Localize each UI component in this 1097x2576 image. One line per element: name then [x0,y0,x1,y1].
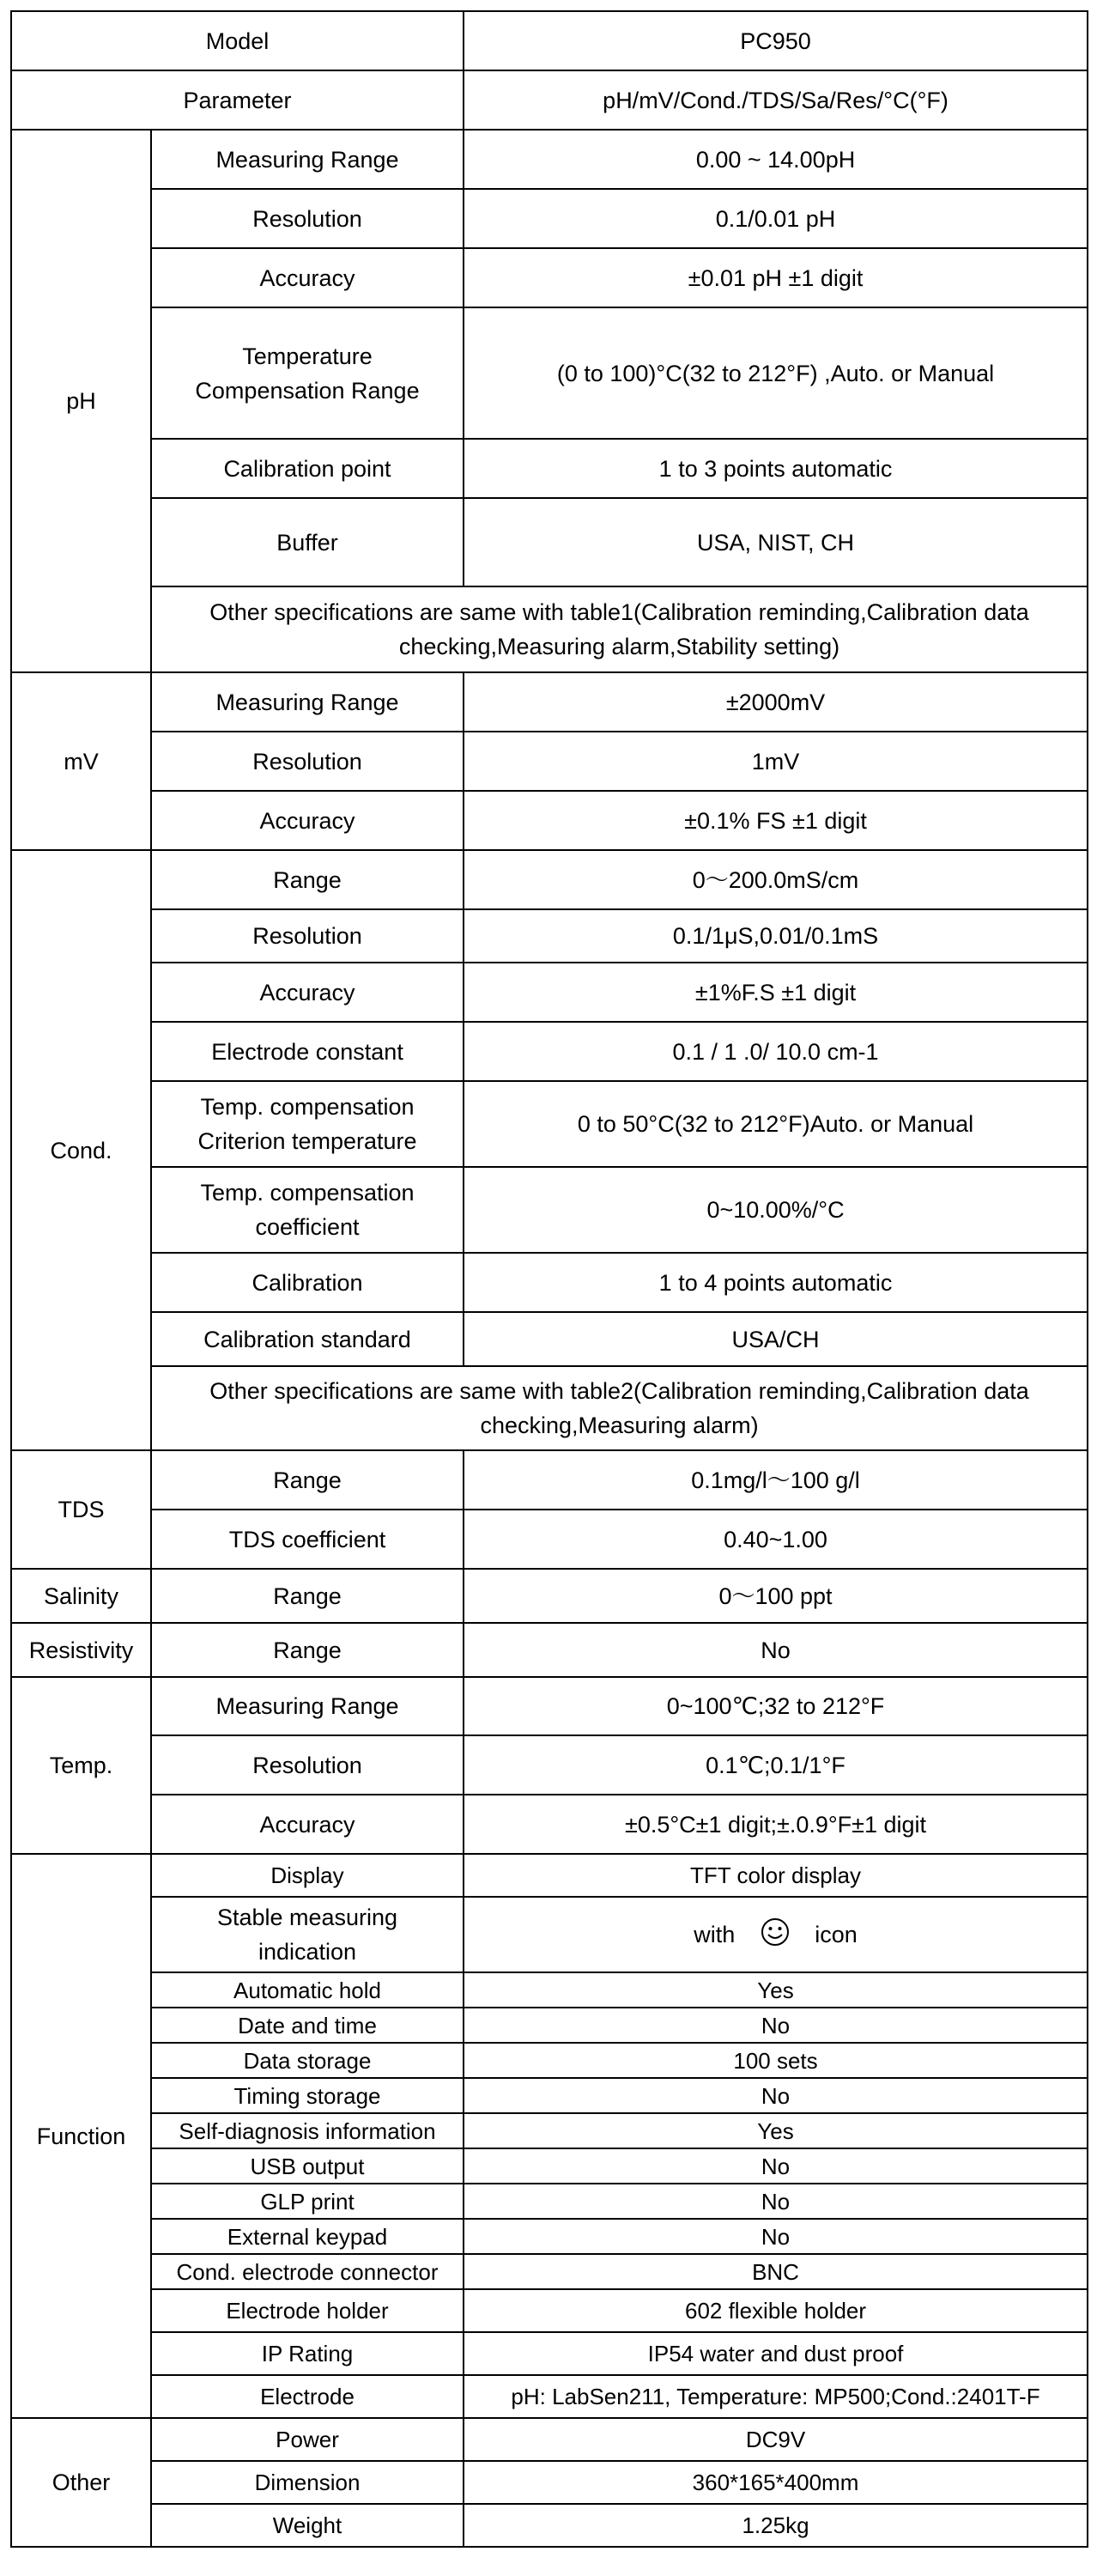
spec-name: Accuracy [151,791,464,850]
spec-name-line: Temperature [242,343,373,369]
spec-name: Accuracy [151,963,464,1022]
section-label-function: Function [11,1854,151,2418]
table-row [11,2375,1088,2418]
spec-value: 1.25kg [464,2504,1088,2547]
spec-value: 0.1/0.01 pH [464,189,1088,248]
spec-value: 360*165*400mm [464,2461,1088,2504]
spec-value: 1 to 4 points automatic [464,1253,1088,1312]
spec-table [10,10,1088,2548]
note-line: Other specifications are same with table1(Calibration reminding,Calibration data [209,599,1029,625]
note-line: Other specifications are same with table2(Calibration reminding,Calibration data [209,1378,1029,1404]
table-row [11,2418,1088,2461]
table-row [11,1253,1088,1312]
spec-name: Data storage [151,2043,464,2078]
table-row [11,672,1088,732]
spec-value: Yes [464,2113,1088,2148]
table-row [11,1510,1088,1569]
spec-name: Resolution [151,732,464,791]
spec-value: (0 to 100)°C(32 to 212°F) ,Auto. or Manual [464,307,1088,439]
spec-value: 100 sets [464,2043,1088,2078]
spec-value: 1mV [464,732,1088,791]
table-row [11,2332,1088,2375]
spec-value: No [464,2219,1088,2254]
table-row [11,2504,1088,2547]
spec-name-line: Stable measuring [216,1905,398,1930]
spec-name: Weight [151,2504,464,2547]
section-label-temp: Temp. [11,1677,151,1854]
spec-value: No [464,2148,1088,2184]
spec-value: 0～200.0mS/cm [464,850,1088,909]
spec-value: 0.1/1μS,0.01/0.1mS [464,909,1088,963]
spec-name: Calibration point [151,439,464,498]
spec-name-line: Criterion temperature [197,1128,417,1154]
spec-value: ±0.01 pH ±1 digit [464,248,1088,307]
table-row [11,963,1088,1022]
spec-name: Electrode holder [151,2289,464,2332]
spec-name: Display [151,1854,464,1897]
spec-value: BNC [464,2254,1088,2289]
table-row [11,2289,1088,2332]
spec-name-line: indication [258,1939,357,1965]
spec-value: DC9V [464,2418,1088,2461]
spec-value: IP54 water and dust proof [464,2332,1088,2375]
spec-name: Range [151,1569,464,1623]
table-row [11,2078,1088,2113]
spec-name: Measuring Range [151,672,464,732]
table-row [11,1897,1088,1972]
spec-value [464,1897,1088,1972]
spec-name: Timing storage [151,2078,464,2113]
table-row [11,1366,1088,1450]
table-row [11,1569,1088,1623]
spec-name-line: coefficient [255,1214,360,1240]
table-row [11,1312,1088,1366]
ph-note [151,586,1088,672]
section-label-other: Other [11,2418,151,2547]
table-row [11,307,1088,439]
table-row [11,791,1088,850]
table-row [11,1854,1088,1897]
smiley-face-icon [761,1917,790,1947]
table-row [11,439,1088,498]
spec-name [151,1081,464,1167]
spec-value: pH: LabSen211, Temperature: MP500;Cond.:2401T-F [464,2375,1088,2418]
spec-value: 0.1℃;0.1/1°F [464,1735,1088,1795]
spec-value: No [464,2008,1088,2043]
table-row [11,2184,1088,2219]
spec-name: IP Rating [151,2332,464,2375]
table-row [11,189,1088,248]
spec-value: USA/CH [464,1312,1088,1366]
spec-name: Accuracy [151,248,464,307]
spec-name: Power [151,2418,464,2461]
spec-name: Buffer [151,498,464,586]
table-row [11,1623,1088,1677]
spec-name: Accuracy [151,1795,464,1854]
table-row [11,1081,1088,1167]
value-prefix: with [694,1922,736,1947]
table-row [11,909,1088,963]
spec-value: 0~10.00%/°C [464,1167,1088,1253]
value-suffix: icon [815,1922,858,1947]
spec-name: Resolution [151,909,464,963]
spec-name-line: Temp. compensation [200,1180,415,1206]
spec-name: Date and time [151,2008,464,2043]
spec-name: Measuring Range [151,130,464,189]
spec-value: 0~100℃;32 to 212°F [464,1677,1088,1735]
spec-name-line: Temp. compensation [200,1094,415,1120]
table-row [11,2113,1088,2148]
spec-name: Electrode [151,2375,464,2418]
spec-value: No [464,1623,1088,1677]
section-label-mv: mV [11,672,151,850]
table-row [11,248,1088,307]
parameter-value: pH/mV/Cond./TDS/Sa/Res/°C(°F) [464,70,1088,130]
table-row [11,586,1088,672]
table-row [11,850,1088,909]
spec-value: TFT color display [464,1854,1088,1897]
spec-name-line: Compensation Range [195,377,420,404]
spec-name: External keypad [151,2219,464,2254]
table-row [11,2008,1088,2043]
spec-name: Range [151,850,464,909]
spec-name [151,307,464,439]
spec-name: Range [151,1623,464,1677]
spec-value: 0.00 ~ 14.00pH [464,130,1088,189]
table-row [11,1167,1088,1253]
spec-name [151,1897,464,1972]
table-row [11,1972,1088,2008]
table-row [11,732,1088,791]
spec-value: 0.1mg/l～100 g/l [464,1450,1088,1510]
section-label-salinity: Salinity [11,1569,151,1623]
spec-name: Cond. electrode connector [151,2254,464,2289]
spec-name: Calibration [151,1253,464,1312]
table-row [11,1022,1088,1081]
spec-value: ±2000mV [464,672,1088,732]
spec-name: Resolution [151,1735,464,1795]
model-label: Model [11,11,464,70]
spec-value: 0 to 50°C(32 to 212°F)Auto. or Manual [464,1081,1088,1167]
spec-value: 0.40~1.00 [464,1510,1088,1569]
spec-value: No [464,2078,1088,2113]
section-label-resistivity: Resistivity [11,1623,151,1677]
spec-value: 602 flexible holder [464,2289,1088,2332]
table-row [11,2148,1088,2184]
cond-note [151,1366,1088,1450]
spec-value: Yes [464,1972,1088,2008]
table-row [11,1735,1088,1795]
spec-name: TDS coefficient [151,1510,464,1569]
table-row [11,2254,1088,2289]
spec-value: 1 to 3 points automatic [464,439,1088,498]
table-row [11,130,1088,189]
spec-name: Range [151,1450,464,1510]
spec-value: 0.1 / 1 .0/ 10.0 cm-1 [464,1022,1088,1081]
table-row [11,2461,1088,2504]
spec-name: USB output [151,2148,464,2184]
spec-name: Electrode constant [151,1022,464,1081]
table-row [11,1450,1088,1510]
spec-name: Measuring Range [151,1677,464,1735]
table-row [11,2219,1088,2254]
parameter-label: Parameter [11,70,464,130]
spec-name: Dimension [151,2461,464,2504]
table-row [11,1677,1088,1735]
spec-name: Resolution [151,189,464,248]
note-line: checking,Measuring alarm,Stability setting) [398,634,840,659]
model-value: PC950 [464,11,1088,70]
spec-value: USA, NIST, CH [464,498,1088,586]
section-label-tds: TDS [11,1450,151,1569]
spec-name: GLP print [151,2184,464,2219]
table-row [11,498,1088,586]
note-line: checking,Measuring alarm) [480,1413,759,1438]
spec-name: Self-diagnosis information [151,2113,464,2148]
table-row [11,2043,1088,2078]
table-row [11,1795,1088,1854]
spec-value: ±1%F.S ±1 digit [464,963,1088,1022]
spec-value: ±0.5°C±1 digit;±.0.9°F±1 digit [464,1795,1088,1854]
table-row [11,11,1088,70]
spec-value: ±0.1% FS ±1 digit [464,791,1088,850]
spec-name [151,1167,464,1253]
section-label-cond: Cond. [11,850,151,1450]
table-row [11,70,1088,130]
spec-value: 0～100 ppt [464,1569,1088,1623]
spec-name: Calibration standard [151,1312,464,1366]
section-label-ph: pH [11,130,151,672]
spec-value: No [464,2184,1088,2219]
spec-name: Automatic hold [151,1972,464,2008]
